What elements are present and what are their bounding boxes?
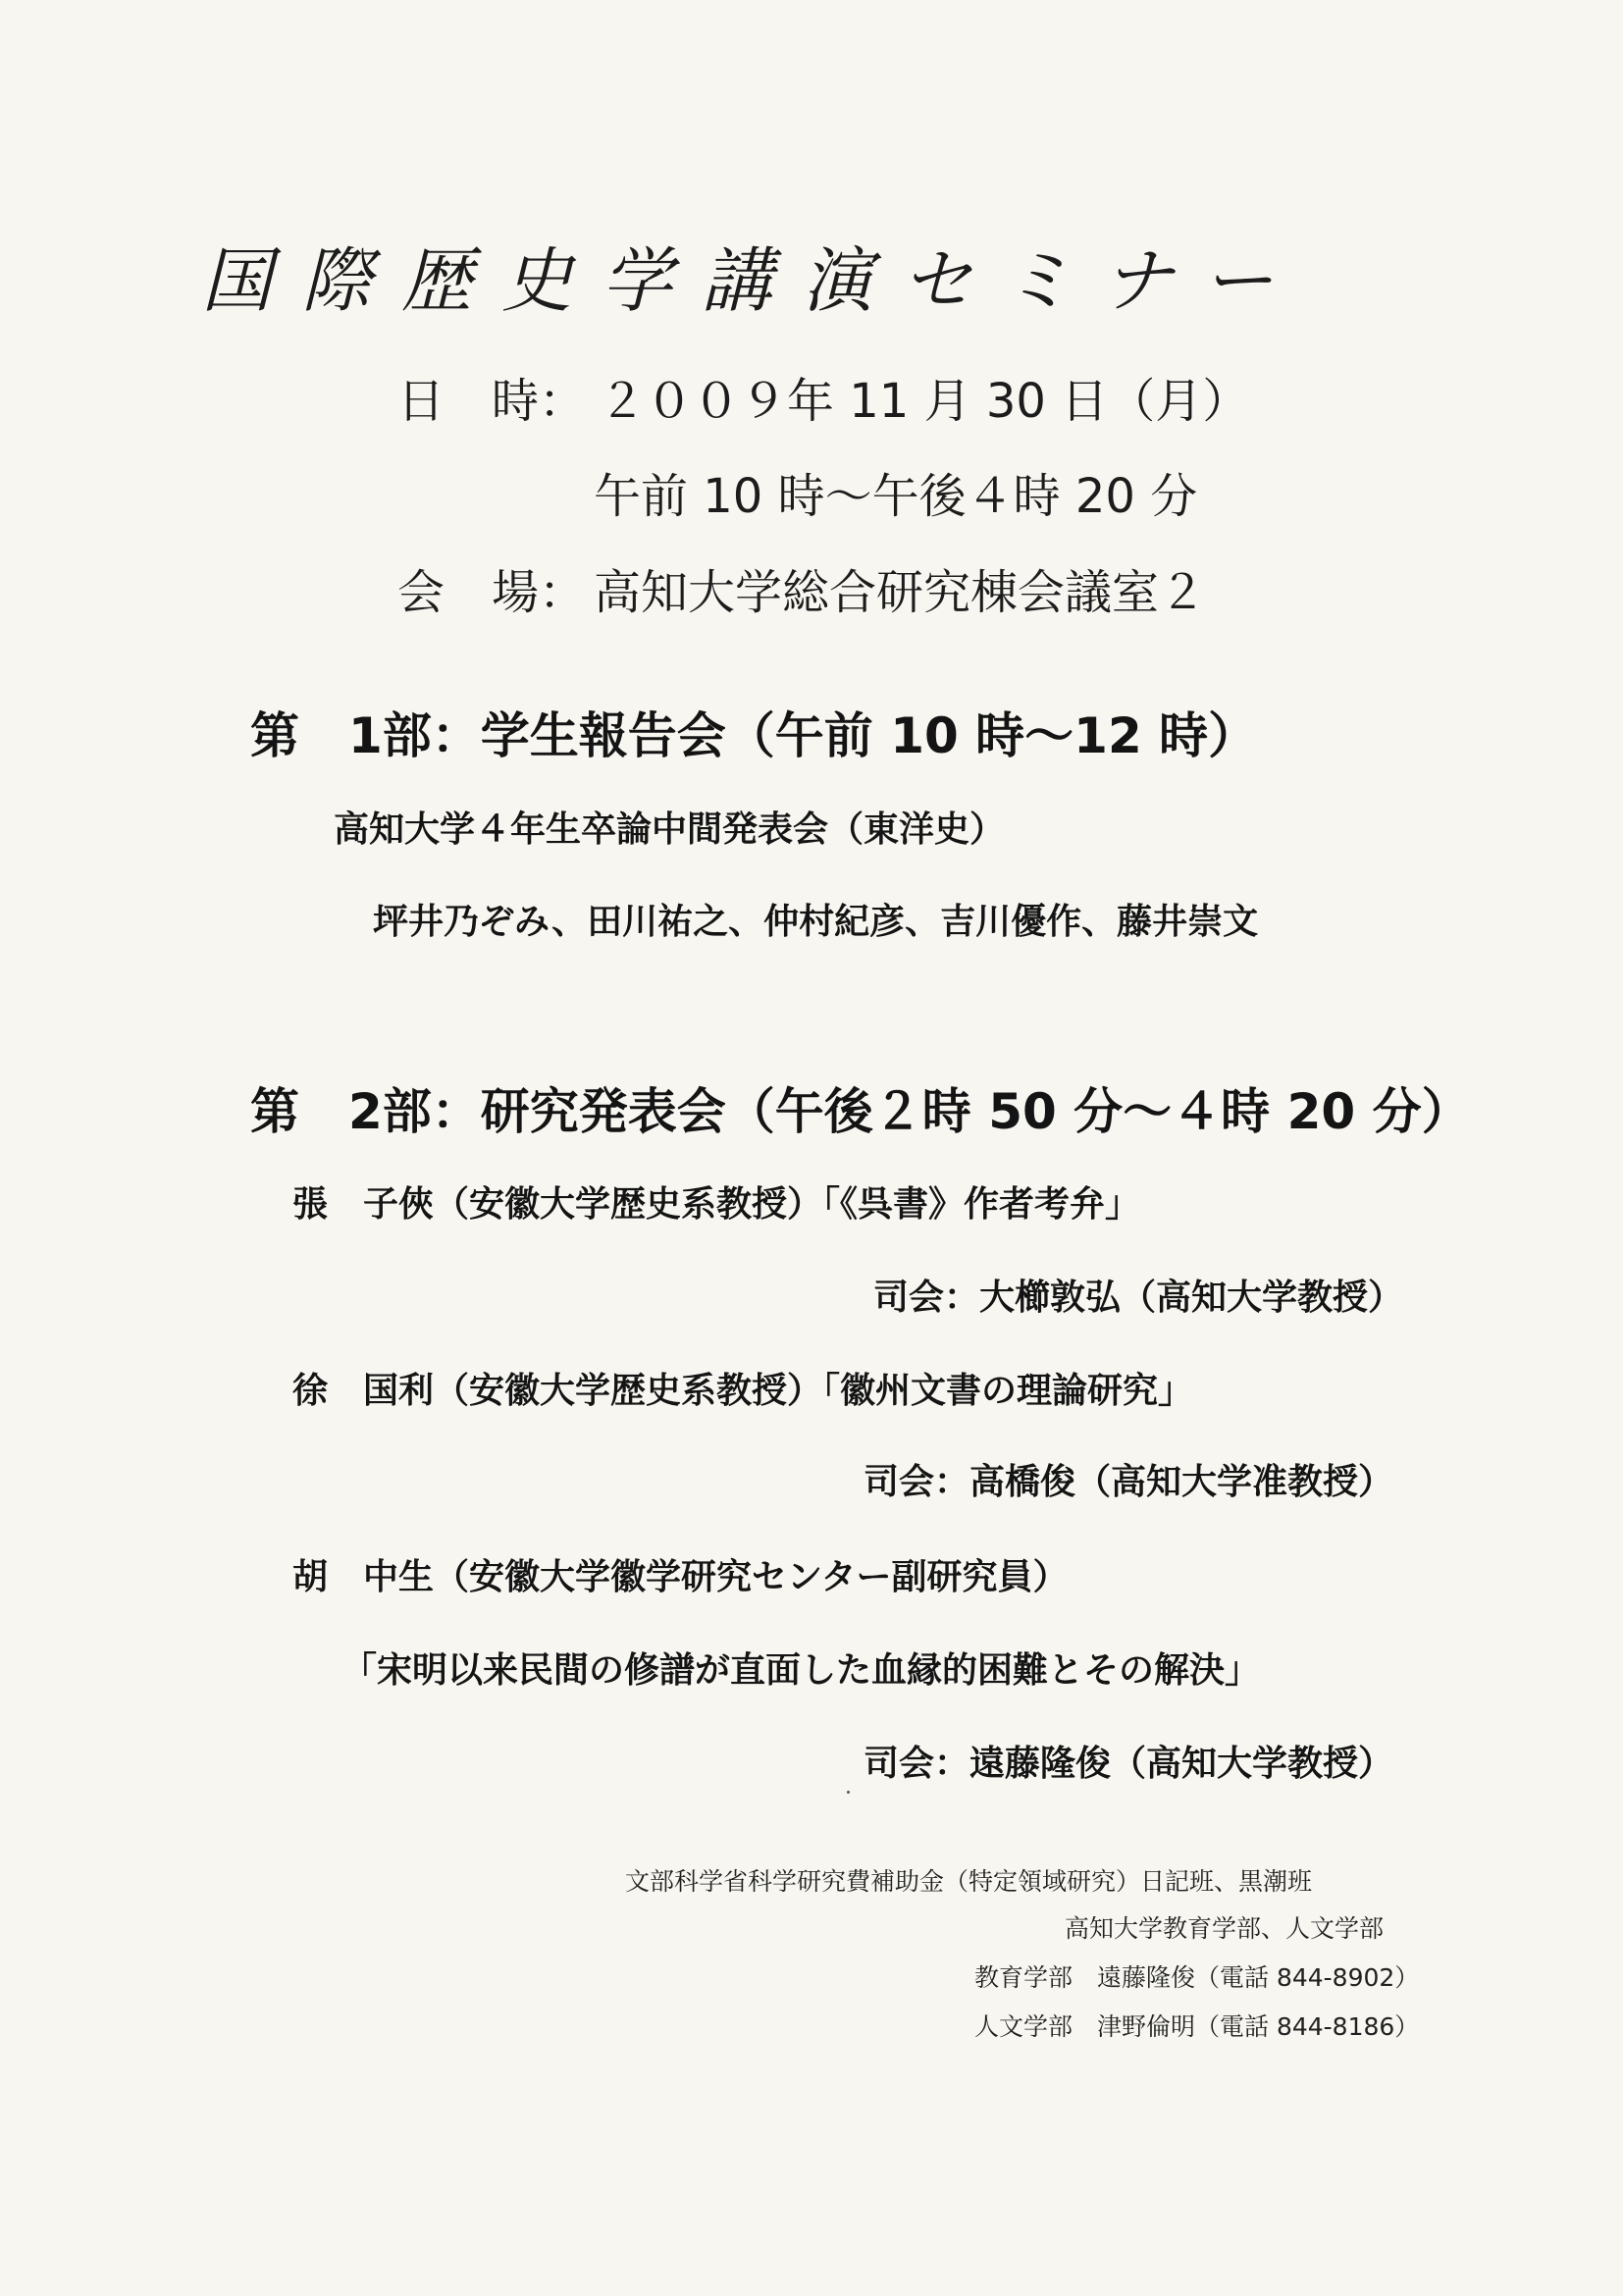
talk1-moderator: 司会：大櫛敦弘（高知大学教授） bbox=[873, 1278, 1404, 1318]
footer-contact-education: 教育学部 遠藤隆俊（電話 844-8902） bbox=[974, 1963, 1420, 1992]
footer-contact-humanities: 人文学部 津野倫明（電話 844-8186） bbox=[974, 2012, 1420, 2041]
footer-faculties: 高知大学教育学部、人文学部 bbox=[1065, 1914, 1385, 1943]
talk3-moderator: 司会：遠藤隆俊（高知大学教授） bbox=[864, 1744, 1394, 1784]
venue-label: 会 場： bbox=[397, 565, 587, 620]
talk3-speaker: 胡 中生（安徽大学徽学研究センター副研究員） bbox=[292, 1557, 1069, 1597]
talk1-speaker: 張 子俠（安徽大学歴史系教授）「《呉書》作者考弁」 bbox=[292, 1184, 1141, 1225]
part2-heading: 第 2部：研究発表会（午後２時 50 分～４時 20 分） bbox=[250, 1083, 1471, 1140]
page-title: 国際歴史学講演セミナー bbox=[201, 239, 1303, 322]
talk2-moderator: 司会：高橋俊（高知大学准教授） bbox=[864, 1462, 1394, 1502]
scan-speck bbox=[847, 1791, 850, 1794]
venue-value: 高知大学総合研究棟会議室２ bbox=[594, 565, 1207, 620]
part1-subtitle: 高知大学４年生卒論中間発表会（東洋史） bbox=[334, 809, 1006, 850]
part1-presenters: 坪井乃ぞみ、田川祐之、仲村紀彦、吉川優作、藤井崇文 bbox=[373, 902, 1259, 942]
date-label: 日 時： bbox=[397, 374, 587, 429]
talk2-speaker: 徐 国利（安徽大学歴史系教授）「徽州文書の理論研究」 bbox=[292, 1371, 1194, 1411]
part1-heading: 第 1部：学生報告会（午前 10 時～12 時） bbox=[250, 707, 1258, 764]
talk3-topic: 「宋明以来民間の修譜が直面した血縁的困難とその解決」 bbox=[341, 1650, 1261, 1691]
footer-sponsor: 文部科学省科学研究費補助金（特定領域研究）日記班、黒潮班 bbox=[625, 1867, 1313, 1896]
date-value: ２００９年 11 月 30 日（月） bbox=[599, 374, 1250, 429]
time-value: 午前 10 時～午後４時 20 分 bbox=[594, 469, 1198, 524]
